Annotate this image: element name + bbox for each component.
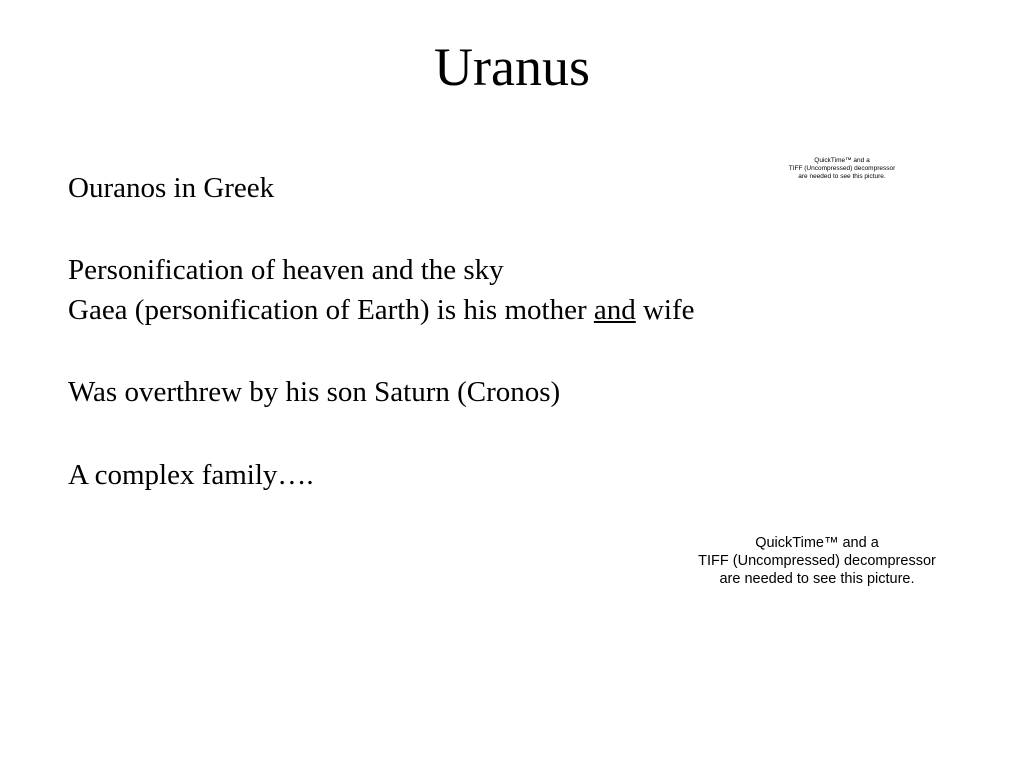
placeholder-line: are needed to see this picture. <box>719 571 915 587</box>
bullet-line-saturn: Was overthrew by his son Saturn (Cronos) <box>68 376 561 408</box>
bullet-line-ouranos: Ouranos in Greek <box>68 172 275 204</box>
placeholder-line: TIFF (Uncompressed) decompressor <box>788 165 896 172</box>
quicktime-placeholder-large <box>667 534 967 588</box>
placeholder-line: TIFF (Uncompressed) decompressor <box>698 553 936 569</box>
placeholder-line: QuickTime™ and a <box>814 157 870 164</box>
slide-title: Uranus <box>434 37 590 97</box>
gaea-text-end: wife <box>635 294 695 326</box>
bullet-line-gaea <box>68 290 695 330</box>
quicktime-placeholder-small <box>772 157 912 181</box>
gaea-text-start: Gaea (personification of Earth) is his mother <box>68 294 594 326</box>
underlined-and: and <box>593 294 636 326</box>
placeholder-line: are needed to see this picture. <box>798 173 886 180</box>
bullet-line-personification: Personification of heaven and the sky <box>68 254 504 286</box>
bullet-line-complex-family: A complex family…. <box>68 459 314 491</box>
placeholder-line: QuickTime™ and a <box>755 535 879 551</box>
